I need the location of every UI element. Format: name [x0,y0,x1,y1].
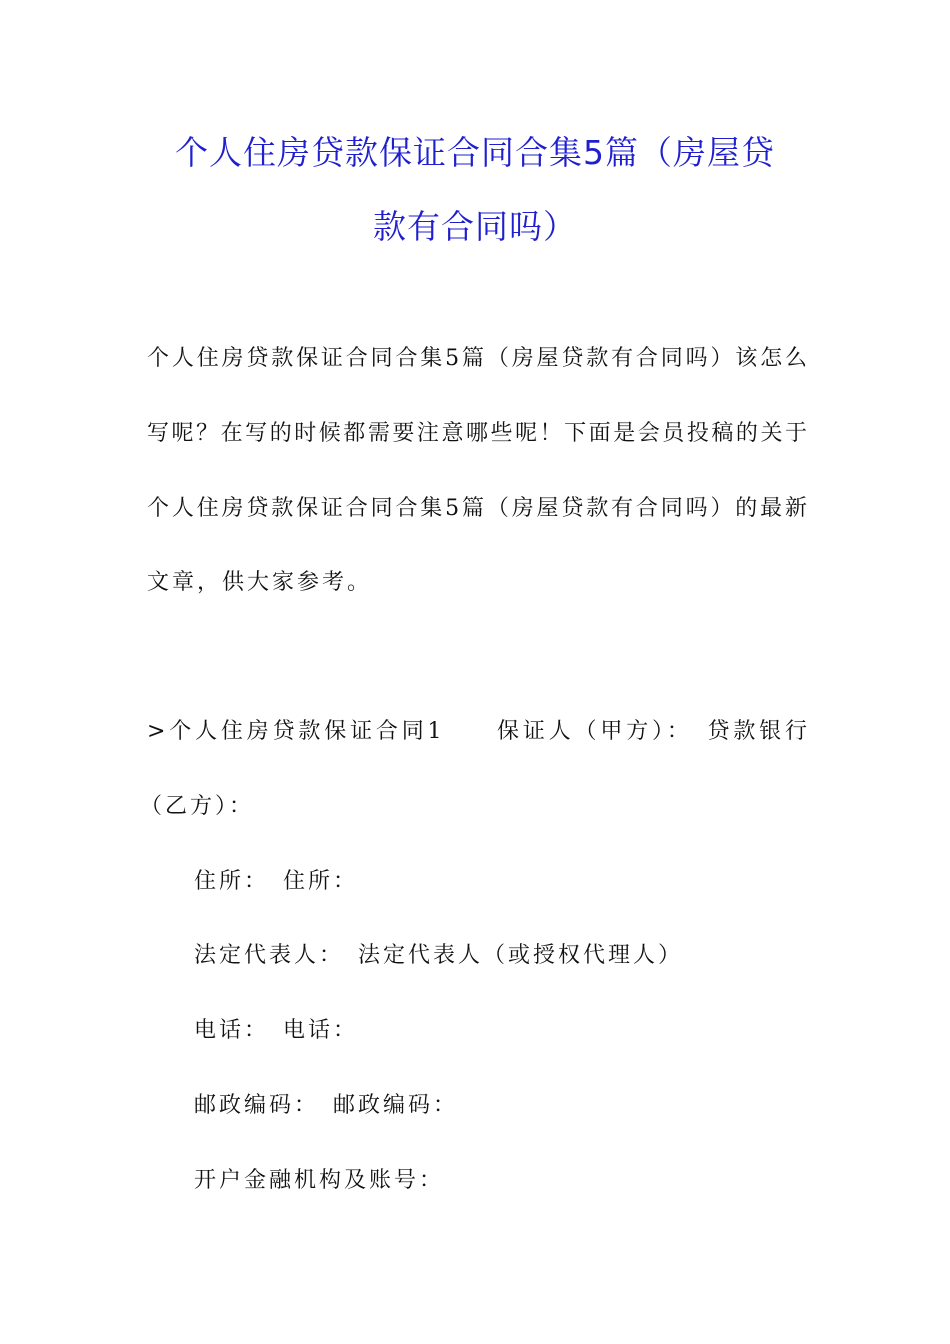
postal-code-line: 邮政编码： 邮政编码： [194,1093,459,1118]
intro-line-3: 个人住房贷款保证合同合集5篇（房屋贷款有合同吗）的最新 [147,496,807,521]
party-b-label: （乙方）： [140,794,255,819]
bank-account-line: 开户金融机构及账号： [194,1168,445,1193]
intro-line-4: 文章，供大家参考。 [147,570,373,595]
document-title-line-1: 个人住房贷款保证合同合集5篇（房屋贷 [175,133,775,172]
document-title-line-2: 款有合同吗） [373,207,577,246]
address-line: 住所： 住所： [194,869,359,894]
legal-representative-line: 法定代表人： 法定代表人（或授权代理人） [194,943,684,968]
contract-heading-line: >个人住房贷款保证合同1 保证人（甲方）： 贷款银行 [147,719,807,744]
intro-line-2: 写呢？在写的时候都需要注意哪些呢！下面是会员投稿的关于 [147,421,807,446]
phone-line: 电话： 电话： [194,1018,359,1043]
intro-line-1: 个人住房贷款保证合同合集5篇（房屋贷款有合同吗）该怎么 [147,346,807,371]
